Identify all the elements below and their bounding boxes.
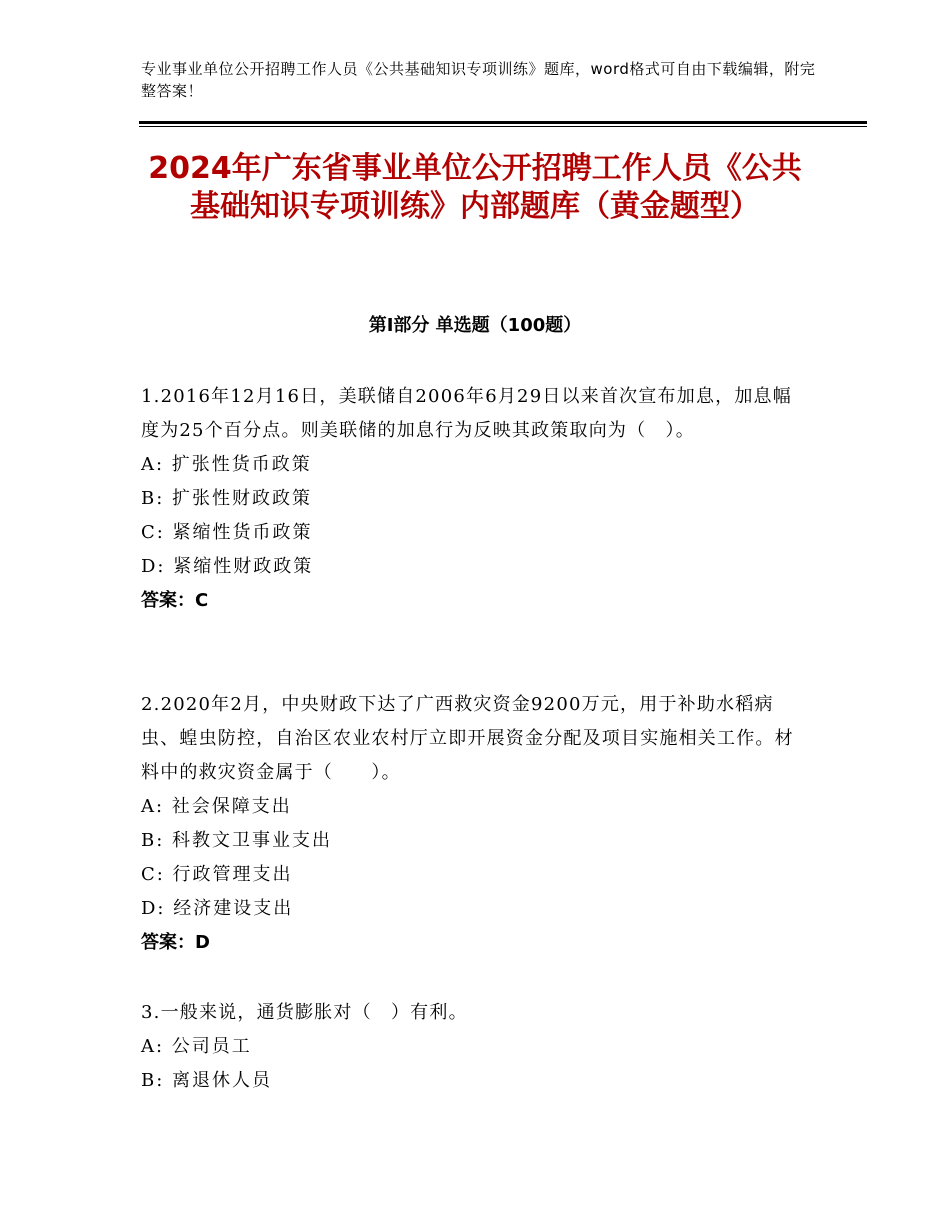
option-b: B: 扩张性财政政策 [141,488,313,509]
option-a: A: 社会保障支出 [141,796,292,817]
question-3 [141,996,811,1098]
answer-line: 答案：C [141,590,209,611]
question-stem: 3.一般来说，通货膨胀对（ ）有利。 [141,1002,468,1023]
option-d: D: 紧缩性财政政策 [141,556,314,577]
document-title: 2024年广东省事业单位公开招聘工作人员《公共基础知识专项训练》内部题库（黄金题型） [148,151,802,224]
option-b: B: 离退休人员 [141,1070,273,1091]
question-stem: 1.2016年12月16日，美联储自2006年6月29日以来首次宣布加息，加息幅度为25个百分点。则美联储的加息行为反映其政策取向为（ ）。 [141,386,792,441]
header-divider-thin [139,126,867,127]
header-note: 专业事业单位公开招聘工作人员《公共基础知识专项训练》题库，word格式可自由下载编辑，附完整答案！ [141,60,816,100]
option-a: A: 公司员工 [141,1036,252,1057]
option-c: C: 行政管理支出 [141,864,293,885]
question-1 [141,380,811,618]
option-a: A: 扩张性货币政策 [141,454,312,475]
header-divider-thick [139,121,867,124]
answer-line: 答案：D [141,932,210,953]
option-d: D: 经济建设支出 [141,898,294,919]
option-c: C: 紧缩性货币政策 [141,522,313,543]
question-2 [141,688,811,960]
question-stem: 2.2020年2月，中央财政下达了广西救灾资金9200万元，用于补助水稻病虫、蝗虫防控，自治区农业农村厅立即开展资金分配及项目实施相关工作。材料中的救灾资金属于（ ）。 [141,694,794,783]
option-b: B: 科教文卫事业支出 [141,830,333,851]
section-title: 第Ⅰ部分 单选题（100题） [368,315,582,336]
